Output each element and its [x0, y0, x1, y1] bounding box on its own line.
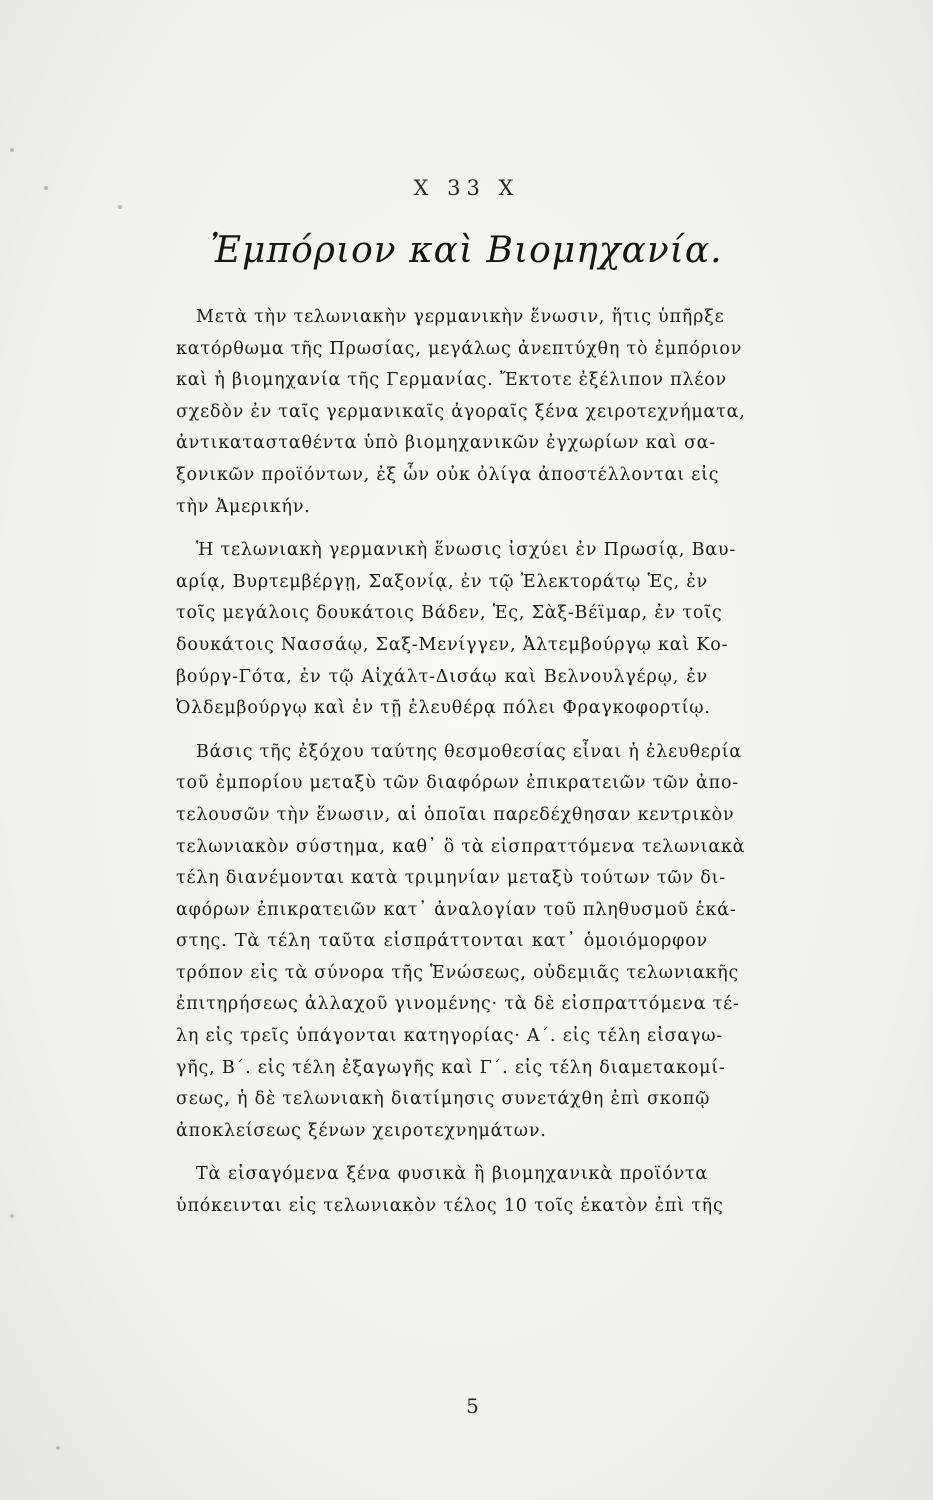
- paper-speck: [10, 1214, 14, 1218]
- paragraph: [176, 302, 746, 523]
- text-line: Βάσις τῆς ἐξόχου ταύτης θεσμοθεσίας εἶναι ἡ ἐλευθερία: [196, 741, 743, 762]
- text-line: τελουσῶν τὴν ἕνωσιν, αἱ ὁποῖαι παρεδέχθησαν κεντρικὸν: [176, 804, 735, 825]
- text-line: καὶ ἡ βιομηχανία τῆς Γερμανίας. Ἔκτοτε ἐξέλιπον πλέον: [176, 370, 727, 391]
- text-line: αρίᾳ, Βυρτεμβέργῃ, Σαξονίᾳ, ἐν τῷ Ἐλεκτοράτῳ Ἑς, ἐν: [176, 571, 708, 592]
- text-line: τοῦ ἐμπορίου μεταξὺ τῶν διαφόρων ἐπικρατειῶν τῶν ἀπο-: [176, 773, 739, 794]
- text-line: αφόρων ἐπικρατειῶν κατ᾽ ἀναλογίαν τοῦ πληθυσμοῦ ἑκά-: [176, 899, 737, 920]
- text-line: τὴν Ἀμερικήν.: [176, 496, 311, 517]
- body-text: [176, 302, 746, 1223]
- text-line: Τὰ εἰσαγόμενα ξένα φυσικὰ ἢ βιομηχανικὰ προϊόντα: [196, 1164, 708, 1185]
- text-line: δουκάτοις Νασσάῳ, Σαξ-Μενίγγεν, Ἀλτεμβούργῳ καὶ Κο-: [176, 634, 729, 655]
- text-line: τελωνιακὸν σύστημα, καθ᾽ ὃ τὰ εἰσπραττόμενα τελωνιακὰ: [176, 836, 746, 857]
- text-line: κατόρθωμα τῆς Πρωσίας, μεγάλως ἀνεπτύχθη τὸ ἐμπόριον: [176, 338, 743, 359]
- paper-speck: [10, 148, 14, 152]
- chapter-title: Ἐμπόριον καὶ Βιομηχανία.: [210, 230, 723, 271]
- text-line: Ὀλδεμβούργῳ καὶ ἐν τῇ ἐλευθέρᾳ πόλει Φραγκοφορτίῳ.: [176, 698, 711, 719]
- text-line: τέλη διανέμονται κατὰ τριμηνίαν μεταξὺ τούτων τῶν δι-: [176, 868, 726, 889]
- text-line: σεως, ἡ δὲ τελωνιακὴ διατίμησις συνετάχθη ἐπὶ σκοπῷ: [176, 1089, 711, 1110]
- signature-mark: 5: [466, 1394, 479, 1418]
- text-line: λη εἰς τρεῖς ὑπάγονται κατηγορίας· Α΄. εἰς τέλη εἰσαγω-: [176, 1026, 724, 1047]
- paper-speck: [56, 1446, 60, 1450]
- text-line: γῆς, Β΄. εἰς τέλη ἐξαγωγῆς καὶ Γ΄. εἰς τέλη διαμετακομί-: [176, 1057, 726, 1078]
- text-line: βούργ-Γότα, ἐν τῷ Αἰχάλτ-Δισάῳ καὶ Βελνουλγέρῳ, ἐν: [176, 666, 708, 687]
- text-line: ὑπόκεινται εἰς τελωνιακὸν τέλος 10 τοῖς ἑκατὸν ἐπὶ τῆς: [176, 1196, 724, 1217]
- text-line: τρόπον εἰς τὰ σύνορα τῆς Ἑνώσεως, οὐδεμιᾶς τελωνιακῆς: [176, 962, 740, 983]
- text-line: τοῖς μεγάλοις δουκάτοις Βάδεν, Ἑς, Σὰξ-Βέϊμαρ, ἐν τοῖς: [176, 603, 723, 624]
- text-line: ξονικῶν προϊόντων, ἐξ ὧν οὐκ ὀλίγα ἀποστέλλονται εἰς: [176, 464, 720, 485]
- text-line: ἐπιτηρήσεως ἀλλαχοῦ γινομένης· τὰ δὲ εἰσπραττόμενα τέ-: [176, 994, 740, 1015]
- paragraph: [176, 1159, 724, 1222]
- text-line: στης. Τὰ τέλη ταῦτα εἰσπράττονται κατ᾽ ὁμοιόμορφον: [176, 931, 708, 952]
- text-line: ἀποκλείσεως ξένων χειροτεχνημάτων.: [176, 1120, 547, 1141]
- text-line: Ἡ τελωνιακὴ γερμανικὴ ἕνωσις ἰσχύει ἐν Πρωσίᾳ, Βαυ-: [196, 540, 737, 561]
- text-line: ἀντικατασταθέντα ὑπὸ βιομηχανικῶν ἐγχωρίων καὶ σα-: [176, 433, 717, 454]
- paragraph: [176, 737, 746, 1148]
- text-line: σχεδὸν ἐν ταῖς γερμανικαῖς ἀγοραῖς ξένα χειροτεχνήματα,: [176, 401, 746, 422]
- paper-speck: [118, 205, 122, 209]
- text-line: Μετὰ τὴν τελωνιακὴν γερμανικὴν ἕνωσιν, ἥτις ὑπῆρξε: [196, 307, 725, 327]
- paragraph: [176, 535, 737, 725]
- page-header: Χ 33 Χ: [413, 176, 520, 200]
